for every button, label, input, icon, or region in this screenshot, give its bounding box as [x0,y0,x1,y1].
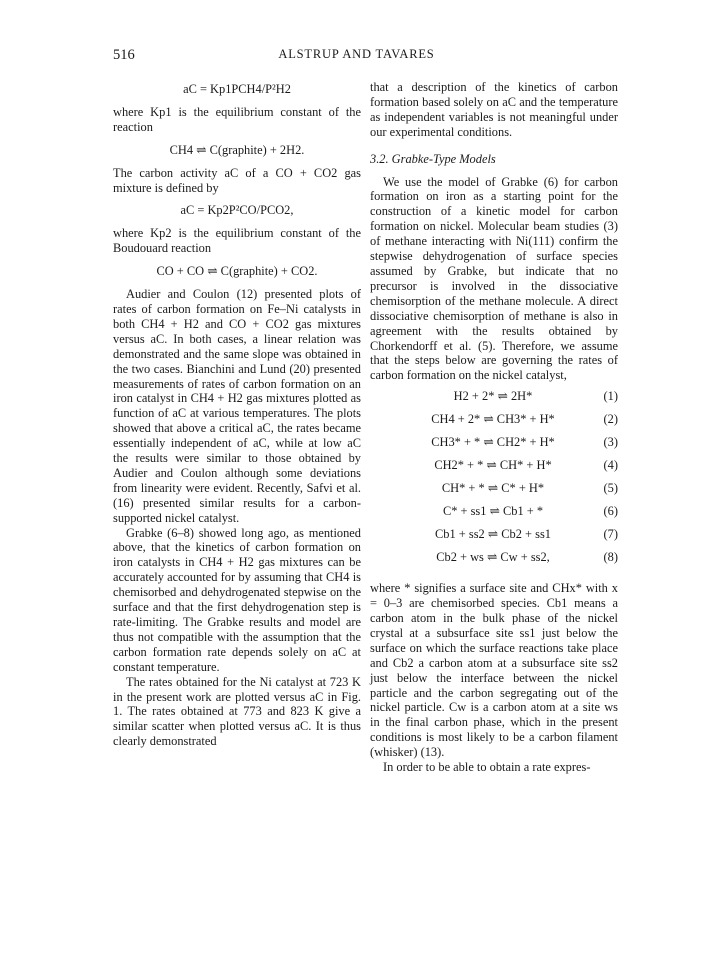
paragraph: Audier and Coulon (12) presented plots of rates of carbon formation on Fe–Ni catalysts in both CH4 + H2 and CO + CO2 gas mixtures versus aC. In both cases, a linear relation was demonstrated and the same slope was obtained in the two cases. Bianchini and Lund (20) presented measurements of rates of carbon formation on an iron catalyst in CH4 + H2 gas mixtures plotted as function of aC at various temperatures. The plots showed that above a critical aC, the rates became essentially independent of aC, while at low aC the results were similar to those obtained by Audier and Coulon although some deviations from linearity were evident. Recently, Safvi et al. (16) presented similar results for a carbon-supported nickel catalyst. [113,287,361,525]
paragraph: Grabke (6–8) showed long ago, as mentioned above, that the kinetics of carbon formation on iron catalysts in CH4 + H2 gas mixtures can be accurately accounted for by assuming that CH4 is chemisorbed and dehydrogenated stepwise on the surface and that the first dehydrogenation step is rate-limiting. The Grabke results and model are thus not compatible with the assumption that the carbon formation rate depends solely on aC at constant temperature. [113,525,361,674]
paragraph: where * signifies a surface site and CHx* with x = 0–3 are chemisorbed species. Cb1 means a carbon atom in the bulk phase of the nickel crystal at a subsurface site ss1 just below the surface on which the surface reactions take place and Cb2 a carbon atom at a subsurface site ss2 just below the interface between the nickel particle and the carbon segregating out of the nickel particle. Cw is a carbon atom at a site ws in the final carbon phase, which in the present conditions is most likely to be a carbon filament (whisker) (13). [370,581,618,760]
equation-text: CH3* + * ⇌ CH2* + H* [431,435,555,450]
section-heading: 3.2. Grabke-Type Models [370,151,496,166]
paragraph: that a description of the kinetics of carbon formation based solely on aC and the temperature as independent variables is not meaningful under our experimental conditions. [370,80,618,139]
equation-row [370,412,618,435]
equation-text: CH* + * ⇌ C* + H* [441,481,545,496]
equation-text: CH2* + * ⇌ CH* + H* [434,458,552,473]
equation-row [370,458,618,481]
page-header [0,47,713,67]
equation-carbon-activity-co: aC = Kp2P²CO/PCO2, [180,203,294,218]
paragraph: where Kp2 is the equilibrium constant of the Boudouard reaction [113,226,361,256]
equation-row [370,504,618,527]
paragraph: We use the model of Grabke (6) for carbon formation on iron as a starting point for the construction of a kinetic model for carbon formation on nickel. Molecular beam studies (3) of methane interacting with Ni(111) confirm the stepwise dehydrogenation of surface species assumed by Grabke, but indicate that no precursor is involved in the dissociative chemisorption of the methane molecule. A direct dissociative chemisorption of methane is also in agreement with the results obtained by Chorkendorff et al. (5). Therefore, we assume that the steps below are governing the rates of carbon formation on the nickel catalyst, [370,174,618,383]
equation-text: H2 + 2* ⇌ 2H* [453,389,533,404]
equation-number: (8) [603,550,618,565]
equation-text: C* + ss1 ⇌ Cb1 + * [442,504,544,519]
equation-number: (6) [603,504,618,519]
paragraph: The carbon activity aC of a CO + CO2 gas mixture is defined by [113,165,361,195]
equation-text: Cb2 + ws ⇌ Cw + ss2, [436,550,550,565]
equation-row [370,435,618,458]
paragraph: where Kp1 is the equilibrium constant of the reaction [113,104,361,134]
equation-row [370,481,618,504]
running-title: ALSTRUP AND TAVARES [278,47,435,61]
paragraph: In order to be able to obtain a rate expres- [383,760,591,775]
page-number: 516 [113,47,135,63]
equation-boudouard: CO + CO ⇌ C(graphite) + CO2. [156,264,318,279]
right-column [370,80,618,775]
equation-number: (7) [603,527,618,542]
equation-text: CH4 + 2* ⇌ CH3* + H* [431,412,555,427]
reaction-equations [370,389,618,573]
equation-row [370,550,618,573]
equation-text: Cb1 + ss2 ⇌ Cb2 + ss1 [435,527,551,542]
equation-number: (2) [603,412,618,427]
left-column [113,80,361,749]
equation-carbon-activity-methane: aC = Kp1PCH4/P²H2 [183,82,291,96]
paragraph: The rates obtained for the Ni catalyst at 723 K in the present work are plotted versus aC in Fig. 1. The rates obtained at 773 and 823 K give a similar scatter when plotted versus aC. It is thus clearly demonstrated [113,674,361,749]
equation-number: (1) [603,389,618,404]
equation-row [370,389,618,412]
equation-number: (4) [603,458,618,473]
equation-number: (3) [603,435,618,450]
equation-row [370,527,618,550]
equation-number: (5) [603,481,618,496]
equation-methane-decomposition: CH4 ⇌ C(graphite) + 2H2. [169,142,305,157]
